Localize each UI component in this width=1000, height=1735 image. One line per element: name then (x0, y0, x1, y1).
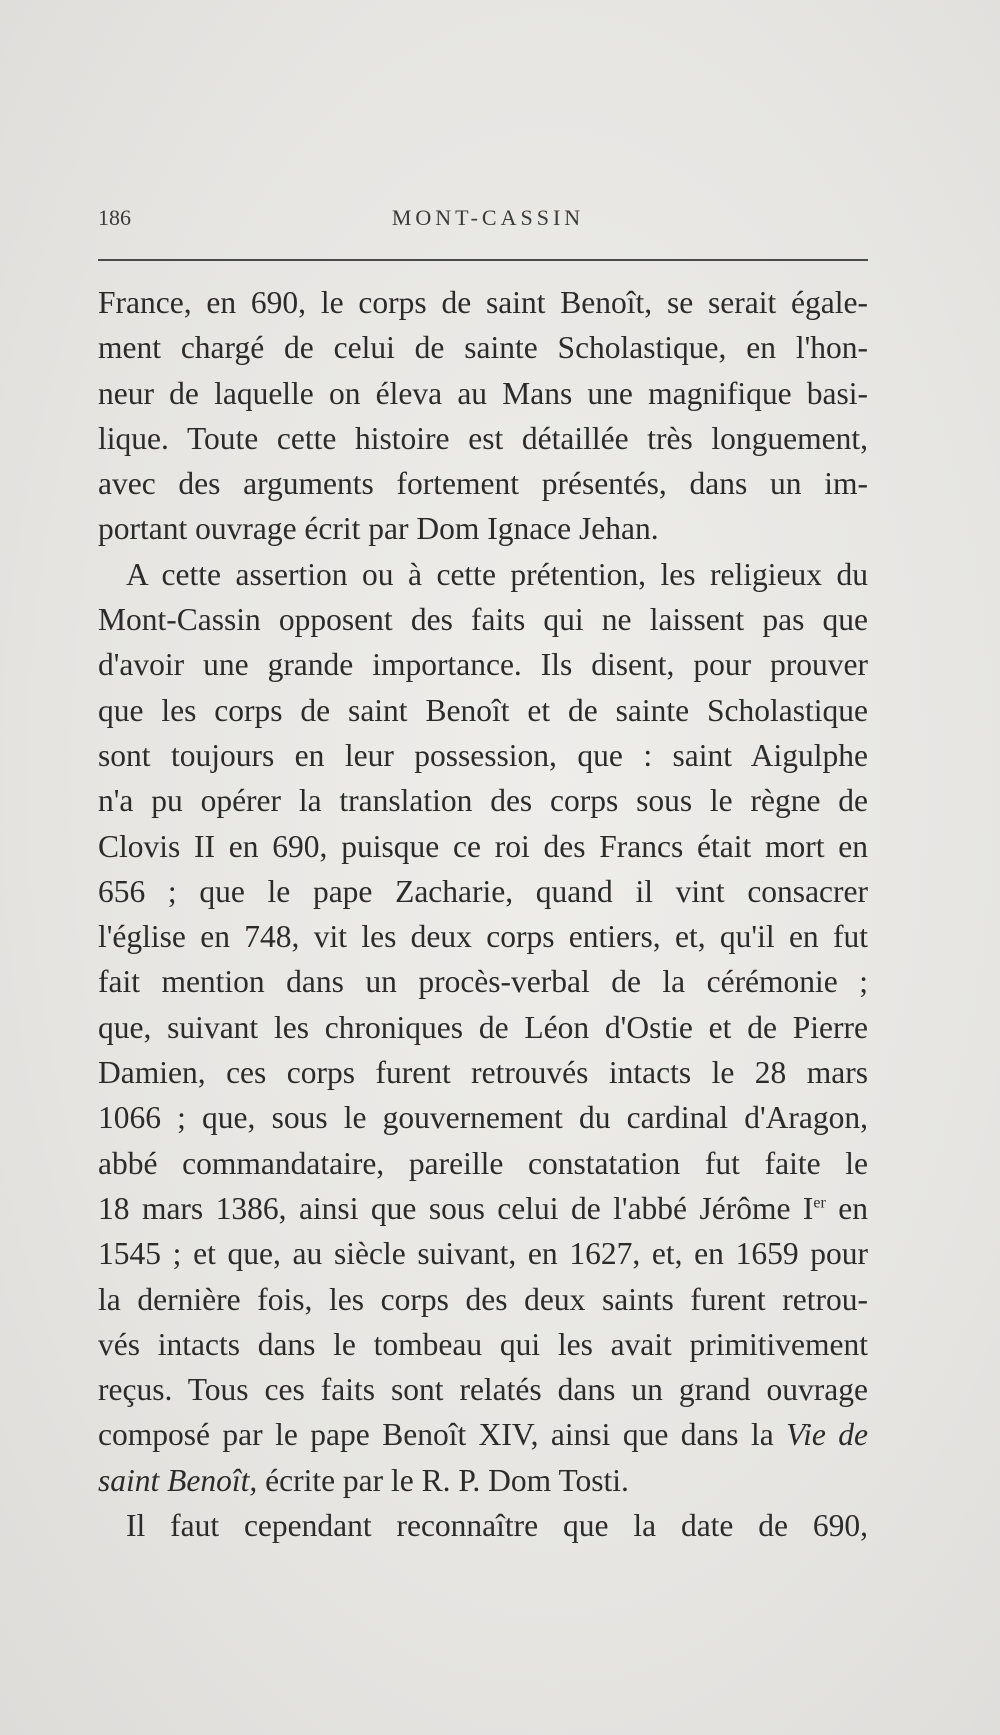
header-rule (98, 259, 868, 261)
superscript: er (813, 1194, 826, 1212)
text-line: sont toujours en leur possession, que : saint Aigulphe (98, 737, 868, 773)
text-line: Clovis II en 690, puisque ce roi des Francs était mort en (98, 828, 868, 864)
text-line: d'avoir une grande importance. Ils disent, pour prouver (98, 647, 868, 683)
text-line: 656 ; que le pape Zacharie, quand il vint consacrer (98, 873, 868, 909)
text-line: France, en 690, le corps de saint Benoît, se serait égale- (98, 285, 868, 320)
text-line: neur de laquelle on éleva au Mans une magnifique basi- (98, 375, 868, 411)
text-line: que les corps de saint Benoît et de sainte Scholastique (98, 692, 868, 728)
text-line: n'a pu opérer la translation des corps sous le règne de (98, 783, 868, 819)
text-line: ment chargé de celui de sainte Scholastique, en l'hon- (98, 330, 868, 366)
text-line (98, 1186, 868, 1231)
text-line: fait mention dans un procès-verbal de la cérémonie ; (98, 964, 868, 1000)
text-line: Damien, ces corps furent retrouvés intacts le 28 mars (98, 1055, 868, 1091)
body-text (98, 280, 868, 1548)
text-line: 1066 ; que, sous le gouvernement du cardinal d'Aragon, (98, 1100, 868, 1136)
text-line: A cette assertion ou à cette prétention, les religieux du (126, 556, 868, 592)
text-line: vés intacts dans le tombeau qui les avait primitivement (98, 1326, 868, 1362)
running-title: MONT-CASSIN (391, 205, 585, 230)
text-line: la dernière fois, les corps des deux saints furent retrou- (98, 1281, 868, 1317)
text-line: portant ouvrage écrit par Dom Ignace Jehan. (98, 511, 659, 547)
text-line (98, 1458, 868, 1503)
text-line (98, 1412, 868, 1457)
text-line: reçus. Tous ces faits sont relatés dans un grand ouvrage (98, 1372, 868, 1408)
text-line-main: composé par le pape Benoît XIV, ainsi que dans la (98, 1417, 774, 1453)
text-line: abbé commandataire, pareille constatation fut faite le (98, 1145, 868, 1181)
text-line: Mont-Cassin opposent des faits qui ne laissent pas que (98, 602, 868, 638)
text-line-main: 18 mars 1386, ainsi que sous celui de l'abbé Jérôme I (98, 1190, 814, 1226)
text-line: l'église en 748, vit les deux corps entiers, et, qu'il en fut (98, 919, 868, 955)
running-head (98, 205, 868, 235)
text-line-tail: écrite par le R. P. Dom Tosti. (257, 1462, 629, 1498)
italic-title: saint Benoît, (98, 1462, 258, 1498)
text-line: Il faut cependant reconnaître que la date de 690, (126, 1508, 868, 1544)
text-line: que, suivant les chroniques de Léon d'Ostie et de Pierre (98, 1009, 868, 1045)
text-line: 1545 ; et que, au siècle suivant, en 1627, et, en 1659 pour (98, 1236, 868, 1272)
italic-title: Vie de (786, 1417, 868, 1453)
text-line-tail: en (825, 1190, 868, 1226)
text-line: avec des arguments fortement présentés, dans un im- (98, 466, 868, 502)
text-line: lique. Toute cette histoire est détaillée très longuement, (98, 420, 868, 456)
page-number: 186 (98, 205, 131, 230)
